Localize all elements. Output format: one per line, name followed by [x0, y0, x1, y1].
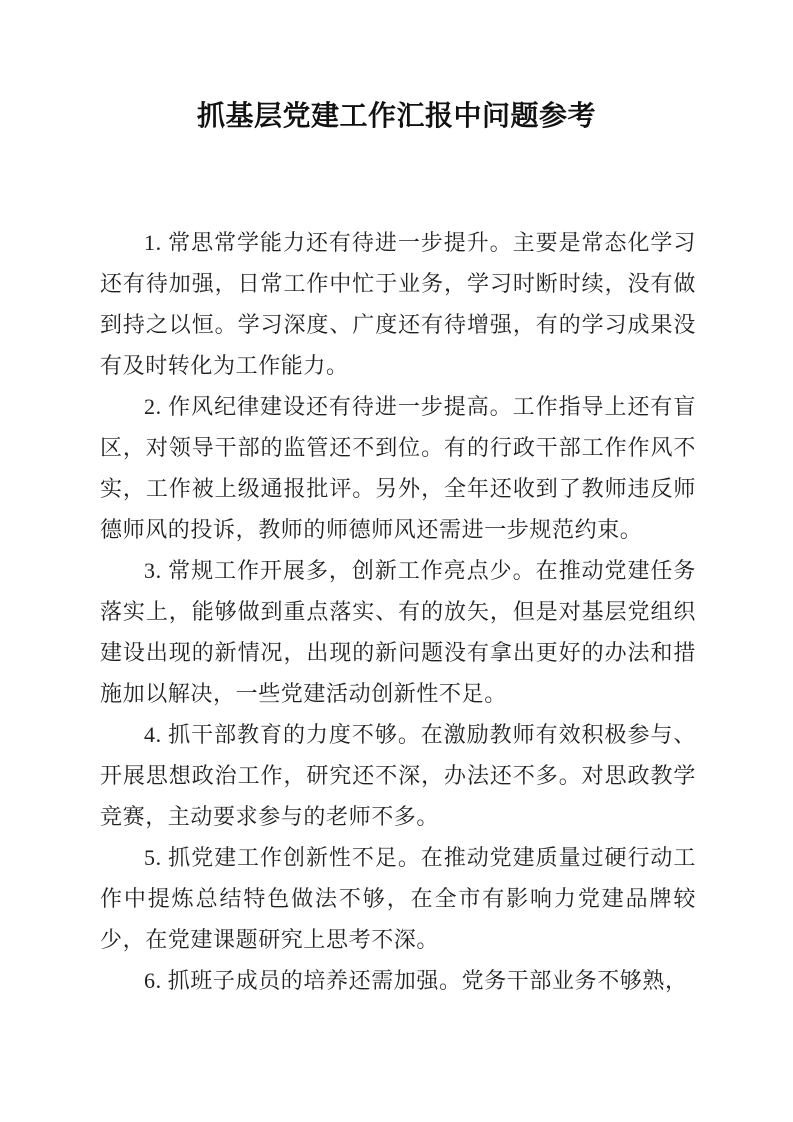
document-body	[100, 222, 696, 1001]
paragraph-5: 5. 抓党建工作创新性不足。在推动党建质量过硬行动工作中提炼总结特色做法不够，在全市有影响力党建品牌较少，在党建课题研究上思考不深。	[100, 845, 696, 952]
document-title: 抓基层党建工作汇报中问题参考	[196, 101, 596, 132]
paragraph-4: 4. 抓干部教育的力度不够。在激励教师有效积极参与、开展思想政治工作，研究还不深，办法还不多。对思政教学竞赛，主动要求参与的老师不多。	[100, 722, 696, 829]
paragraph-1: 1. 常思常学能力还有待进一步提升。主要是常态化学习还有待加强，日常工作中忙于业务，学习时断时续，没有做到持之以恒。学习深度、广度还有待增强，有的学习成果没有及时转化为工作能力。	[100, 230, 696, 378]
paragraph-2: 2. 作风纪律建设还有待进一步提高。工作指导上还有盲区，对领导干部的监管还不到位。有的行政干部工作作风不实，工作被上级通报批评。另外，全年还收到了教师违反师德师风的投诉，教师的师德师风还需进一步规范约束。	[100, 394, 696, 542]
paragraph-3: 3. 常规工作开展多，创新工作亮点少。在推动党建任务落实上，能够做到重点落实、有的放矢，但是对基层党组织建设出现的新情况，出现的新问题没有拿出更好的办法和措施加以解决，一些党建活动创新性不足。	[100, 558, 696, 706]
paragraph-6: 6. 抓班子成员的培养还需加强。党务干部业务不够熟，	[144, 968, 688, 993]
